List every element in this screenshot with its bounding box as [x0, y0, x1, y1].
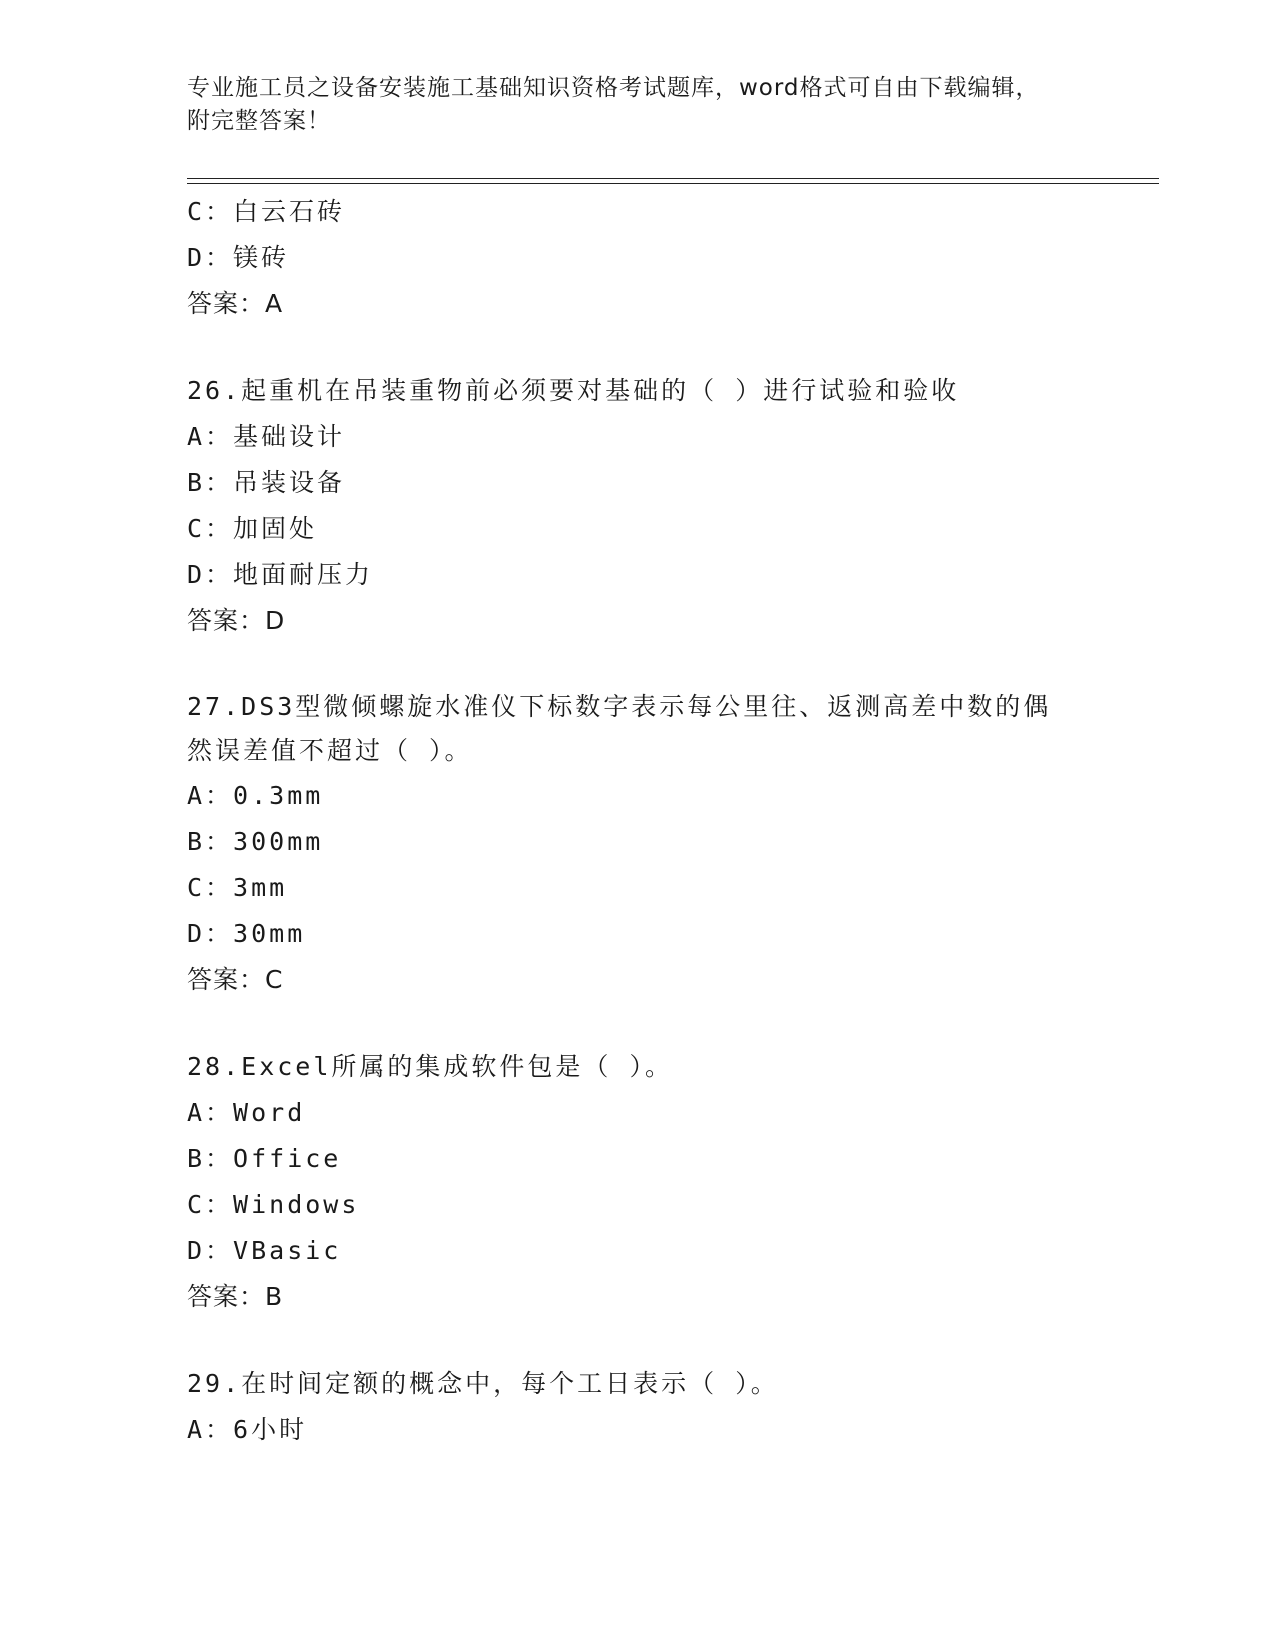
question-29 — [187, 1361, 1147, 1453]
question-text: 29.在时间定额的概念中，每个工日表示（ ）。 — [187, 1369, 779, 1398]
question-list — [187, 189, 1147, 1453]
option-line: D：地面耐压力 — [187, 560, 374, 589]
option-line: D：镁砖 — [187, 243, 290, 272]
option-line: C：3mm — [187, 873, 288, 902]
header-line-2: 附完整答案！ — [187, 108, 331, 134]
question-28 — [187, 1044, 1147, 1319]
option-line: C：Windows — [187, 1190, 360, 1219]
option-line: B：Office — [187, 1144, 342, 1173]
spacer — [187, 326, 1147, 368]
question-26 — [187, 368, 1147, 643]
option-line: B：300mm — [187, 827, 324, 856]
question-text: 28.Excel所属的集成软件包是（ ）。 — [187, 1052, 673, 1081]
option-line: D：30mm — [187, 919, 306, 948]
spacer — [187, 643, 1147, 685]
question-text: 26.起重机在吊装重物前必须要对基础的（ ）进行试验和验收 — [187, 376, 960, 405]
question-27 — [187, 685, 1147, 1002]
header-line-1: 专业施工员之设备安装施工基础知识资格考试题库，word格式可自由下载编辑， — [187, 75, 1040, 101]
answer-line: 答案：A — [187, 289, 284, 318]
header-divider-top — [187, 178, 1159, 179]
spacer — [187, 1319, 1147, 1361]
question-text-continued: 然误差值不超过（ ）。 — [187, 736, 473, 765]
option-line: A：0.3mm — [187, 781, 324, 810]
question-text: 27.DS3型微倾螺旋水准仪下标数字表示每公里往、返测高差中数的偶 — [187, 692, 1052, 721]
document-header — [187, 72, 1087, 138]
option-line: B：吊装设备 — [187, 468, 346, 497]
option-line: C：加固处 — [187, 514, 318, 543]
answer-line: 答案：C — [187, 965, 284, 994]
answer-line: 答案：B — [187, 1282, 284, 1311]
header-divider-bottom — [187, 183, 1159, 184]
option-line: A：基础设计 — [187, 422, 346, 451]
option-line: D：VBasic — [187, 1236, 342, 1265]
option-line: A：Word — [187, 1098, 306, 1127]
spacer — [187, 1002, 1147, 1044]
partial-question — [187, 189, 1147, 326]
option-line: C：白云石砖 — [187, 197, 346, 226]
answer-line: 答案：D — [187, 606, 286, 635]
option-line: A：6小时 — [187, 1415, 308, 1444]
